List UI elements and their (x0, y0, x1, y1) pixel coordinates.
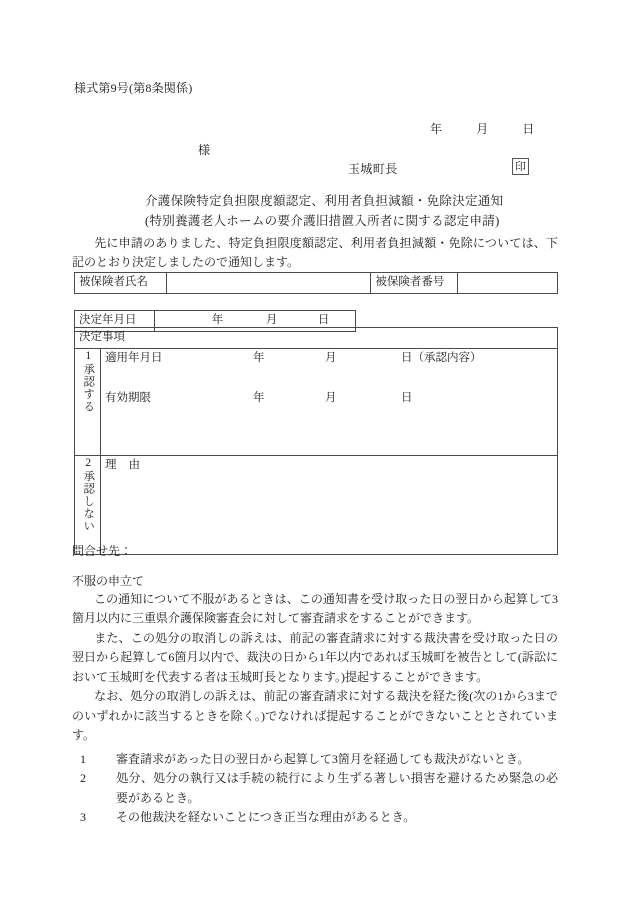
application-date-row (105, 350, 553, 368)
addressee-honorific: 様 (198, 143, 211, 157)
appeal-paragraph-1: この通知について不服があるときは、この通知書を受け取った日の翌日から起算して3箇月以内に三重県介護保険審査会に対して審査請求をすることができます。 (72, 592, 558, 626)
expiry-date-row (105, 390, 553, 408)
insured-name-label: 被保険者氏名 (75, 273, 167, 294)
reason-label-a: 理 (105, 458, 117, 471)
contact-label: 問合せ先： (72, 544, 133, 558)
list-item (72, 769, 558, 808)
application-date-label: 適用年月日 (105, 351, 163, 364)
appeal-paragraph-2: また、この処分の取消しの訴えは、前記の審査請求に対する裁決書を受け取った日の翌日から起算して6箇月以内で、裁決の日から1年以内であれば玉城町を被告として(訴訟において玉城町を代表する者は玉城町長となります。)提起することができます。 (72, 630, 558, 684)
insured-person-table (74, 272, 558, 294)
list-item-number: 3 (80, 810, 86, 825)
issue-date-month: 月 (476, 122, 489, 136)
appeal-body (72, 590, 558, 746)
appeal-exception-list (72, 750, 558, 828)
list-item-number: 1 (80, 752, 86, 766)
list-item-text: 審査請求があった日の翌日から起算して3箇月を経過しても裁決がないとき。 (116, 752, 530, 766)
table-row (75, 455, 558, 554)
table-row (75, 328, 558, 349)
decision-items-header: 決定事項 (75, 328, 558, 349)
list-item-number: 2 (80, 771, 86, 786)
expiry-date-label: 有効期限 (105, 391, 151, 404)
application-date-year: 年 (253, 351, 265, 364)
application-date-month: 月 (325, 351, 337, 364)
decision-date-year: 年 (211, 314, 224, 326)
decision-date-day: 日 (317, 314, 330, 326)
issuer-name: 玉城町長 (348, 162, 398, 176)
application-date-day: 日（承認内容） (401, 351, 482, 364)
reason-label (105, 457, 553, 475)
list-item-text: 処分、処分の執行又は手続の続行により生ずる著しい損害を避けるため緊急の必要があるとき。 (116, 771, 558, 805)
decision-items-table (74, 327, 558, 555)
expiry-date-year: 年 (253, 391, 265, 404)
insured-number-label: 被保険者番号 (371, 273, 457, 294)
expiry-date-day: 日 (401, 391, 413, 404)
approve-vertical-label: 1承認する (75, 348, 101, 455)
table-row (75, 273, 558, 294)
expiry-date-month: 月 (325, 391, 337, 404)
seal-stamp-icon: 印 (512, 158, 529, 175)
issue-date-year: 年 (430, 122, 443, 136)
reject-vertical-label: 2承認しない (75, 455, 101, 554)
reason-label-b: 由 (128, 458, 140, 471)
intro-text: 先に申請のありました、特定負担限度額認定、利用者負担減額・免除については、下記のとおり決定しましたので通知します。 (72, 236, 558, 270)
insured-name-value[interactable] (166, 273, 371, 294)
approve-content-cell[interactable] (101, 348, 558, 455)
list-item-text: その他裁決を経ないことにつき正当な理由があるとき。 (116, 810, 416, 825)
reject-content-cell[interactable] (101, 455, 558, 554)
list-item (72, 750, 558, 769)
issue-date-day: 日 (522, 122, 535, 136)
intro-paragraph (72, 234, 558, 272)
decision-date-label: 決定年月日 (75, 311, 155, 332)
appeal-heading: 不服の申立て (72, 574, 145, 588)
appeal-paragraph-3: なお、処分の取消しの訴えは、前記の審査請求に対する裁決を経た後(次の1から3までのいずれかに該当するときを除く。)でなければ提起することができないこととされています。 (72, 689, 558, 743)
document-subtitle: (特別養護老人ホームの要介護旧措置入所者に関する認定申請) (145, 214, 500, 228)
insured-number-value[interactable] (457, 273, 557, 294)
decision-date-month: 月 (265, 314, 278, 326)
form-code: 様式第9号(第8条関係) (74, 81, 193, 95)
document-title: 介護保険特定負担限度額認定、利用者負担減額・免除決定通知 (145, 194, 504, 208)
list-item (72, 808, 558, 827)
issue-date-line (430, 120, 535, 139)
table-row (75, 348, 558, 455)
